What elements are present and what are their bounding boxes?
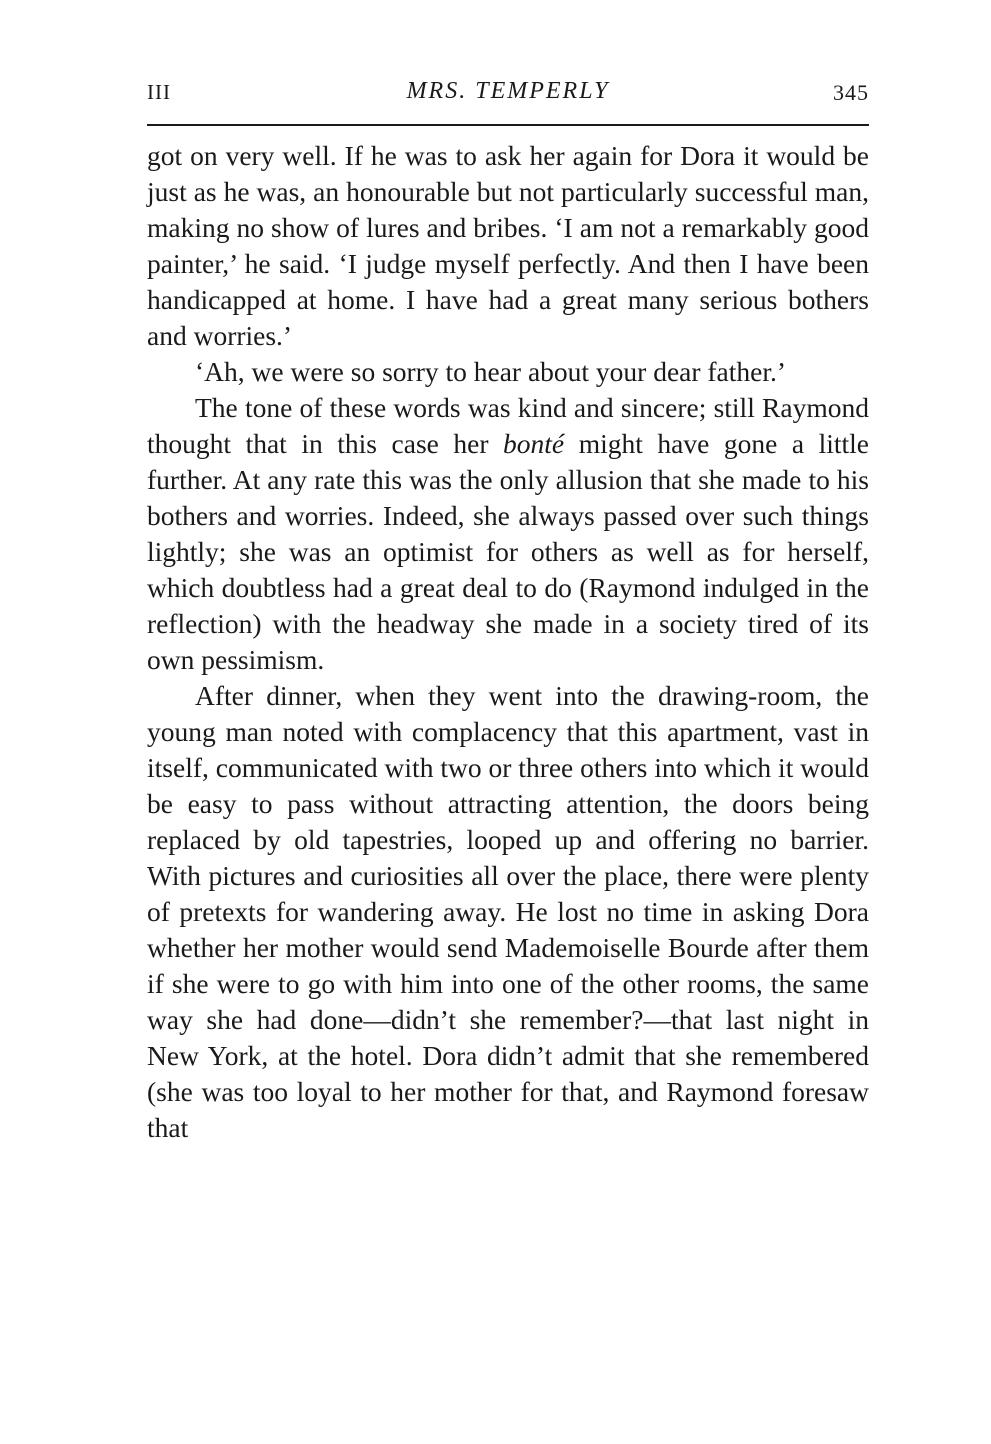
header-rule (147, 124, 869, 126)
book-page (147, 70, 869, 1146)
running-head (147, 70, 869, 114)
running-title: MRS. TEMPERLY (406, 78, 610, 104)
paragraph-3: The tone of these words was kind and sincere; still Raymond thought that in this case her bonté might have gone a little further. At any rate this was the only allusion that she made to his bothers and worries. Indeed, she always passed over such things lightly; she was an optimist for others as well as for herself, which doubtless had a great deal to do (Raymond indulged in the reflection) with the headway she made in a society tired of its own pessimism. (147, 392, 869, 675)
italic-word: bonté (503, 428, 565, 459)
body-text (147, 138, 869, 1146)
paragraph-2: ‘Ah, we were so sorry to hear about your dear father.’ (195, 356, 787, 387)
paragraph-4: After dinner, when they went into the drawing-room, the young man noted with complacency that this apartment, vast in itself, communicated with two or three others into which it would be easy to pass without attracting attention, the doors being replaced by old tapestries, looped up and offering no barrier. With pictures and curiosities all over the place, there were plenty of pretexts for wandering away. He lost no time in asking Dora whether her mother would send Mademoiselle Bourde after them if she were to go with him into one of the other rooms, the same way she had done—didn’t she remember?—that last night in New York, at the hotel. Dora didn’t admit that she remembered (she was too loyal to her mother for that, and Raymond foresaw that (147, 680, 869, 1143)
paragraph-1: got on very well. If he was to ask her again for Dora it would be just as he was, an honourable but not particularly successful man, making no show of lures and bribes. ‘I am not a remarkably good painter,’ he said. ‘I judge myself perfectly. And then I have been handicapped at home. I have had a great many serious bothers and worries.’ (147, 140, 869, 351)
page-number: 345 (833, 80, 869, 105)
chapter-number: III (147, 80, 171, 104)
